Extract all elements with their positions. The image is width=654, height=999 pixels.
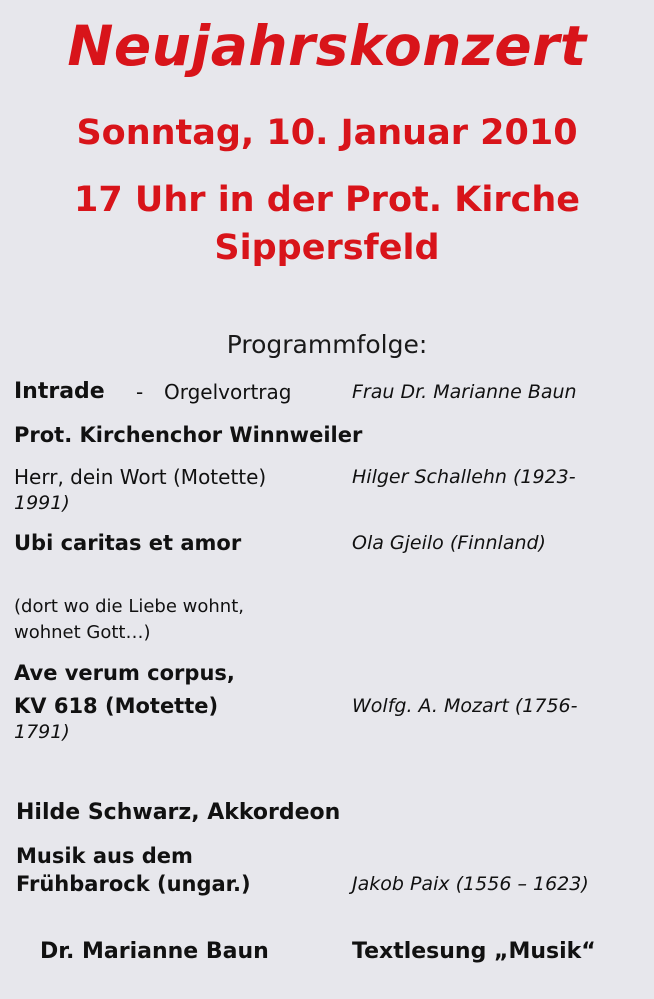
piece2-title: Ubi caritas et amor (14, 531, 242, 555)
piece3-title-line1: Ave verum corpus, (14, 661, 235, 685)
piece4-title-line1: Musik aus dem (16, 844, 193, 868)
piece4-composer: Jakob Paix (1556 – 1623) (352, 873, 589, 895)
piece1-composer: Hilger Schallehn (1923- (352, 466, 576, 488)
piece1-composer-cont: 1991) (14, 492, 70, 514)
intrade-dash: - (136, 380, 144, 404)
piece3-composer: Wolfg. A. Mozart (1756- (352, 695, 578, 717)
program-heading: Programmfolge: (226, 330, 428, 359)
accordion-performer: Hilde Schwarz, Akkordeon (16, 800, 341, 825)
intrade-title: Intrade (14, 379, 105, 404)
piece3-title-line2: KV 618 (Motette) (14, 694, 219, 718)
intrade-subtitle: Orgelvortrag (164, 380, 292, 404)
reader-name: Dr. Marianne Baun (40, 939, 269, 964)
piece2-composer: Ola Gjeilo (Finnland) (352, 532, 546, 554)
choir-name: Prot. Kirchenchor Winnweiler (14, 423, 363, 447)
piece4-title-line2: Frühbarock (ungar.) (16, 872, 251, 896)
concert-town: Sippersfeld (214, 228, 440, 268)
piece1-title: Herr, dein Wort (Motette) (14, 465, 267, 489)
piece2-translation-line1: (dort wo die Liebe wohnt, (14, 596, 244, 617)
piece2-translation-line2: wohnet Gott…) (14, 622, 151, 643)
piece3-composer-cont: 1791) (14, 721, 70, 743)
concert-title: Neujahrskonzert (67, 14, 587, 78)
concert-date: Sonntag, 10. Januar 2010 (76, 113, 578, 153)
intrade-performer: Frau Dr. Marianne Baun (352, 381, 577, 403)
reading-title: Textlesung „Musik“ (352, 939, 596, 964)
concert-time-place: 17 Uhr in der Prot. Kirche (74, 180, 580, 220)
